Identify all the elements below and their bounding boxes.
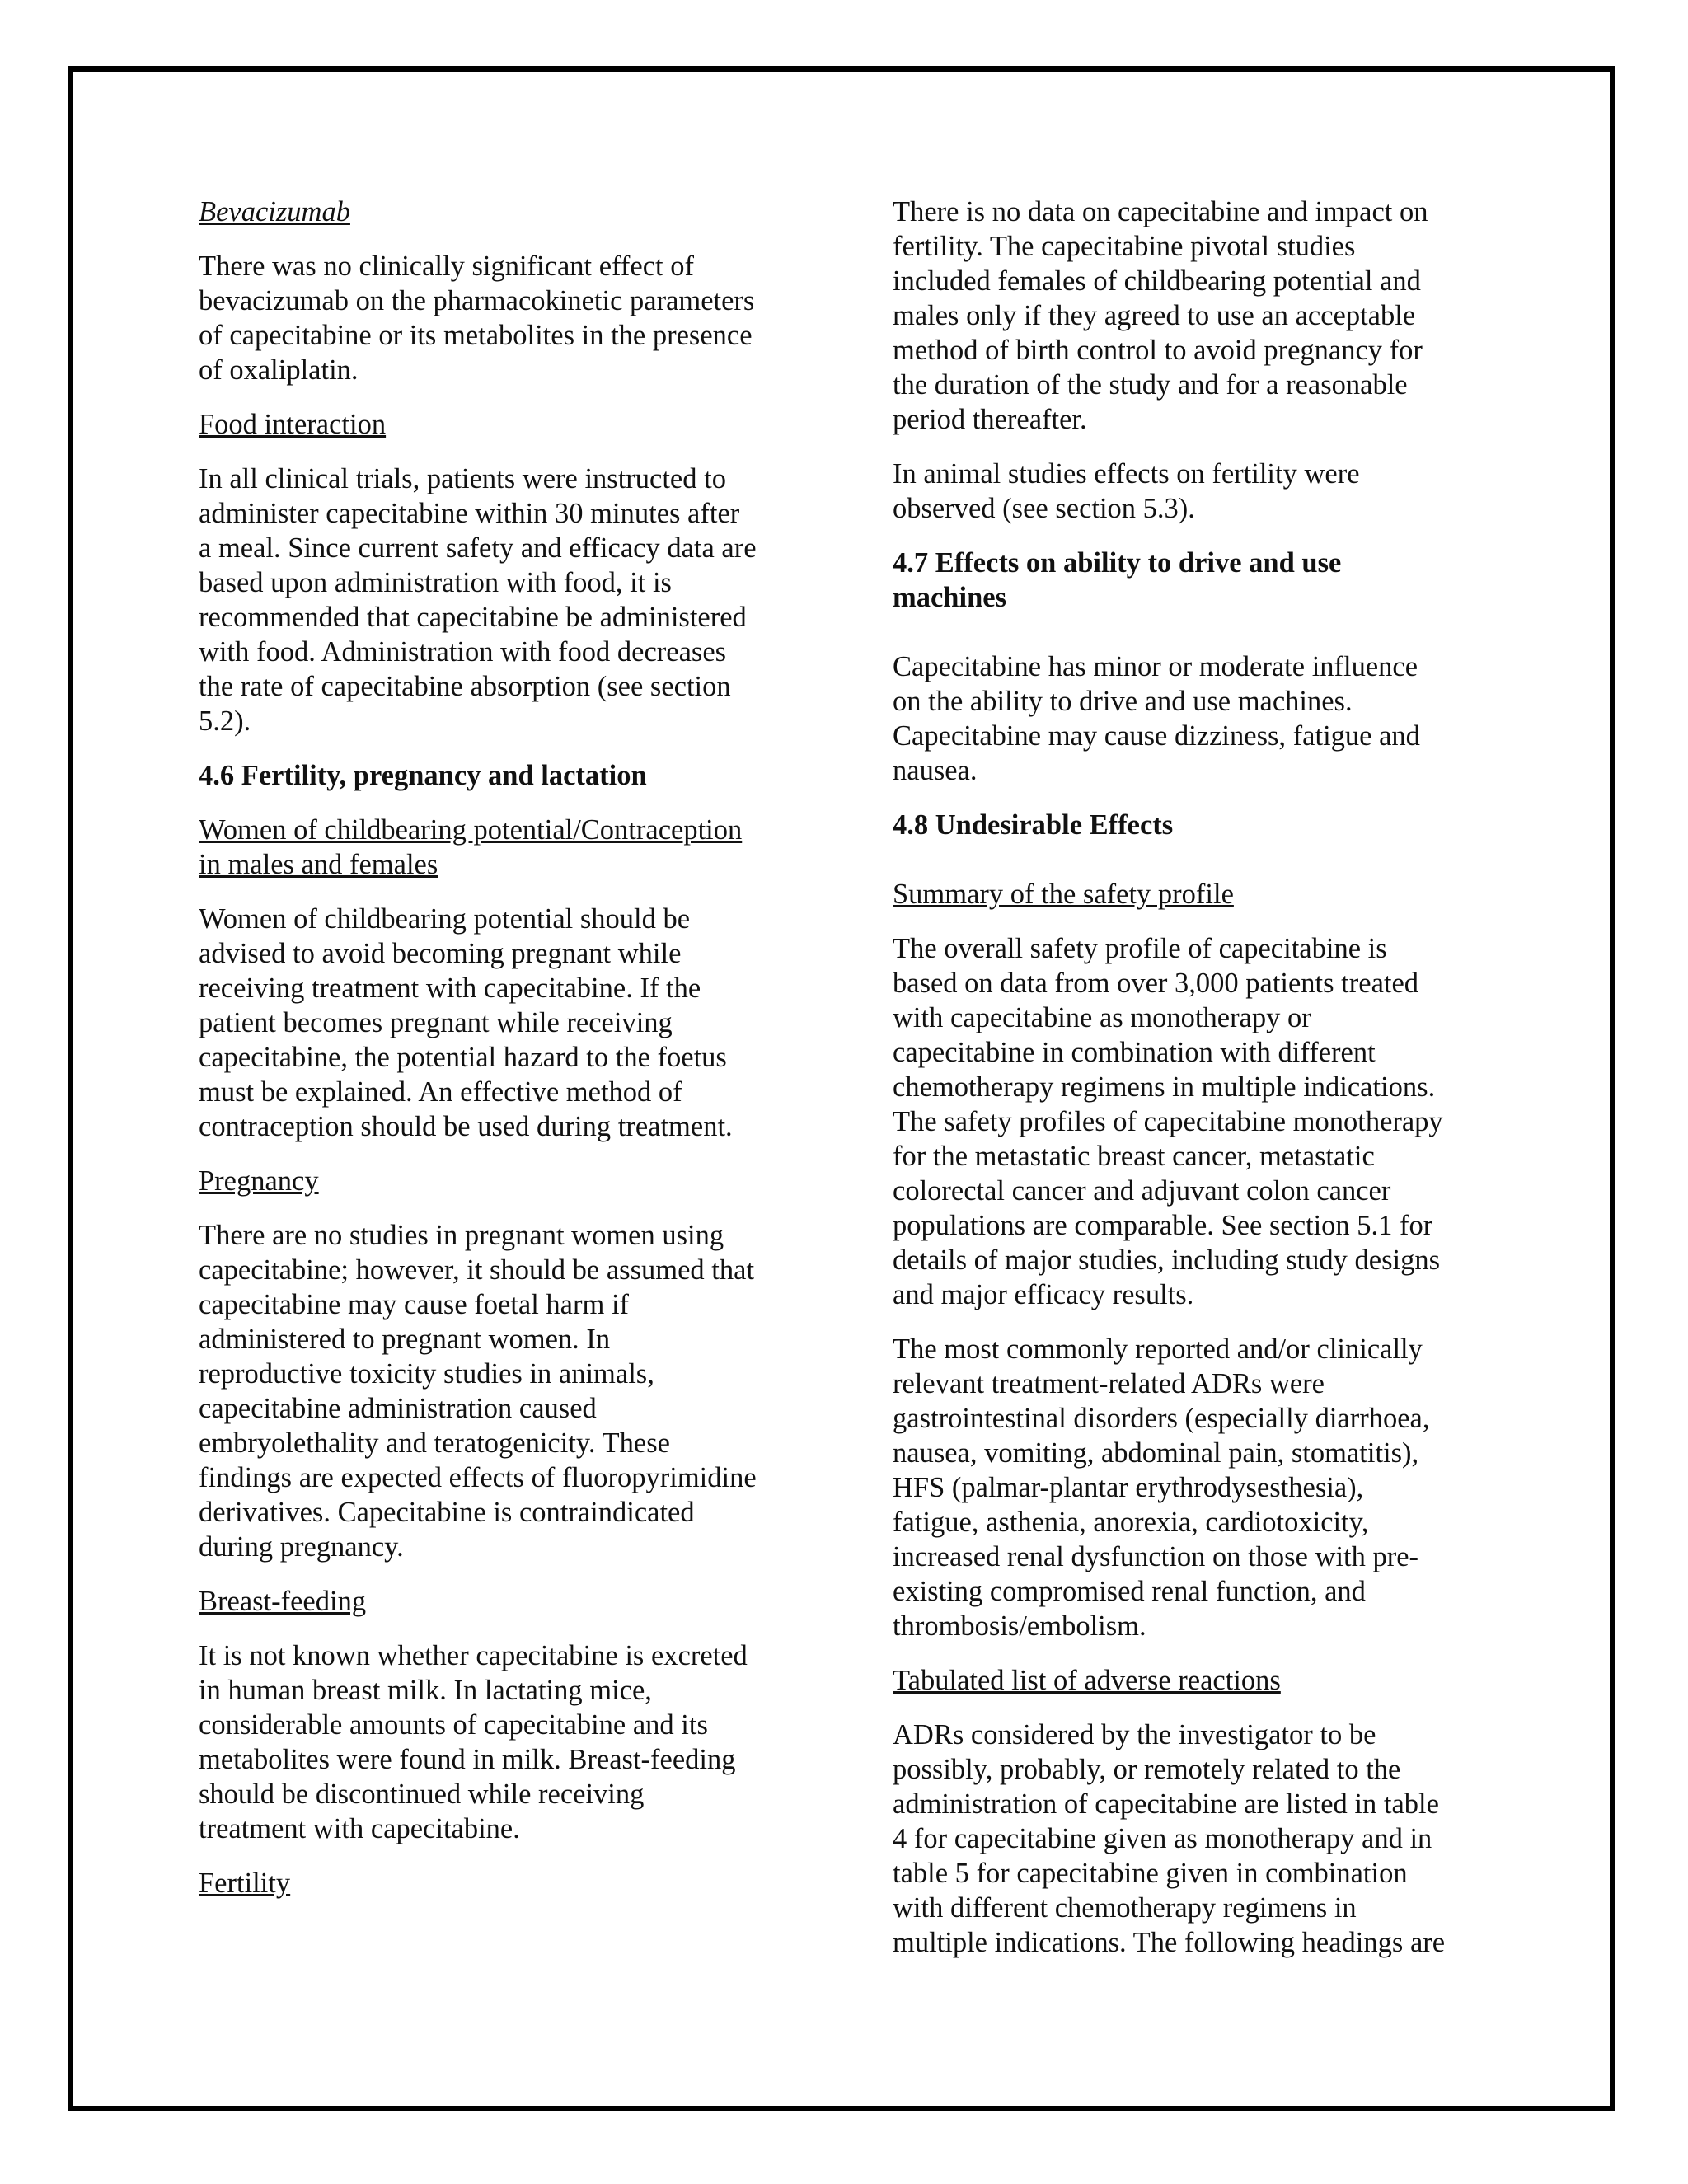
section-heading — [199, 758, 804, 793]
subheading — [199, 1866, 804, 1900]
text-line: Tabulated list of adverse reactions — [893, 1665, 1281, 1696]
section-heading — [893, 808, 1498, 842]
text-line: and major efficacy results. — [893, 1279, 1194, 1310]
text-line: 4.8 Undesirable Effects — [893, 809, 1174, 841]
text-line: considerable amounts of capecitabine and its — [199, 1709, 708, 1741]
text-line: table 5 for capecitabine given in combination — [893, 1858, 1408, 1889]
text-line: nausea, vomiting, abdominal pain, stomatitis), — [893, 1437, 1419, 1469]
text-line: derivatives. Capecitabine is contraindicated — [199, 1497, 695, 1528]
text-line: increased renal dysfunction on those with pre- — [893, 1541, 1419, 1572]
text-line: period thereafter. — [893, 404, 1087, 435]
text-line: in human breast milk. In lactating mice, — [199, 1675, 652, 1706]
text-line: It is not known whether capecitabine is excreted — [199, 1640, 748, 1671]
text-line: Breast-feeding — [199, 1586, 367, 1617]
text-line: administer capecitabine within 30 minutes after — [199, 498, 740, 529]
paragraph — [893, 649, 1498, 788]
text-line: nausea. — [893, 755, 978, 786]
text-line: possibly, probably, or remotely related to the — [893, 1754, 1401, 1785]
subheading — [199, 194, 804, 229]
text-line: relevant treatment-related ADRs were — [893, 1368, 1325, 1399]
text-line: capecitabine, the potential hazard to the foetus — [199, 1042, 727, 1073]
text-line: treatment with capecitabine. — [199, 1813, 520, 1844]
text-line: There are no studies in pregnant women using — [199, 1220, 724, 1251]
text-line: Fertility — [199, 1868, 291, 1899]
text-line: must be explained. An effective method of — [199, 1076, 682, 1108]
text-line: Food interaction — [199, 409, 387, 440]
paragraph — [199, 1218, 804, 1564]
text-line: Summary of the safety profile — [893, 879, 1234, 910]
text-line: machines — [893, 582, 1006, 613]
text-line: details of major studies, including study designs — [893, 1244, 1441, 1276]
text-line: observed (see section 5.3). — [893, 493, 1195, 524]
text-line: Women of childbearing potential/Contraception — [199, 814, 743, 846]
text-line: 4.6 Fertility, pregnancy and lactation — [199, 760, 647, 791]
right-column — [893, 194, 1498, 1980]
text-line: There was no clinically significant effect of — [199, 251, 694, 282]
paragraph — [199, 1638, 804, 1846]
text-line: Bevacizumab — [199, 196, 350, 227]
text-line: Capecitabine has minor or moderate influence — [893, 651, 1418, 682]
text-line: receiving treatment with capecitabine. If the — [199, 972, 701, 1004]
text-line: with different chemotherapy regimens in — [893, 1892, 1357, 1924]
text-line: The safety profiles of capecitabine monotherapy — [893, 1106, 1443, 1137]
text-line: in males and females — [199, 849, 438, 880]
paragraph — [893, 1718, 1498, 1960]
text-line: during pregnancy. — [199, 1531, 404, 1563]
text-line: capecitabine administration caused — [199, 1393, 597, 1424]
subheading — [893, 877, 1498, 912]
text-line: a meal. Since current safety and efficacy data are — [199, 532, 757, 564]
text-line: for the metastatic breast cancer, metastatic — [893, 1141, 1375, 1172]
text-line: with capecitabine as monotherapy or — [893, 1002, 1311, 1033]
text-line: Pregnancy — [199, 1165, 319, 1197]
text-line: Capecitabine may cause dizziness, fatigue and — [893, 720, 1420, 752]
subheading — [199, 1164, 804, 1198]
text-line: reproductive toxicity studies in animals, — [199, 1358, 654, 1390]
paragraph — [893, 457, 1498, 526]
text-line: of capecitabine or its metabolites in the presence — [199, 320, 753, 351]
text-line: contraception should be used during treatment. — [199, 1111, 733, 1142]
text-line: metabolites were found in milk. Breast-feeding — [199, 1744, 736, 1775]
text-line: embryolethality and teratogenicity. These — [199, 1427, 670, 1459]
text-line: The overall safety profile of capecitabine is — [893, 933, 1387, 964]
text-line: capecitabine in combination with different — [893, 1037, 1376, 1068]
text-line: the duration of the study and for a reasonable — [893, 369, 1408, 401]
subheading — [199, 407, 804, 442]
paragraph — [893, 931, 1498, 1312]
text-line: recommended that capecitabine be administered — [199, 602, 747, 633]
section-heading — [893, 546, 1498, 615]
text-line: 4.7 Effects on ability to drive and use — [893, 547, 1342, 579]
text-line: with food. Administration with food decreases — [199, 636, 727, 668]
text-line: based upon administration with food, it is — [199, 567, 672, 598]
text-line: multiple indications. The following headings are — [893, 1927, 1446, 1958]
text-line: In all clinical trials, patients were instructed to — [199, 463, 726, 494]
text-line: 5.2). — [199, 705, 251, 737]
subheading — [893, 1663, 1498, 1698]
paragraph — [893, 1332, 1498, 1643]
text-line: on the ability to drive and use machines. — [893, 686, 1353, 717]
text-line: fatigue, asthenia, anorexia, cardiotoxicity, — [893, 1507, 1369, 1538]
text-line: HFS (palmar-plantar erythrodysesthesia), — [893, 1472, 1364, 1503]
text-line: populations are comparable. See section 5.1 for — [893, 1210, 1433, 1241]
text-line: existing compromised renal function, and — [893, 1576, 1366, 1607]
text-line: chemotherapy regimens in multiple indications. — [893, 1071, 1436, 1103]
text-line: gastrointestinal disorders (especially diarrhoea, — [893, 1403, 1430, 1434]
paragraph — [893, 194, 1498, 437]
text-line: administered to pregnant women. In — [199, 1324, 611, 1355]
paragraph — [199, 462, 804, 738]
text-line: the rate of capecitabine absorption (see section — [199, 671, 731, 702]
text-line: capecitabine may cause foetal harm if — [199, 1289, 630, 1320]
paragraph — [199, 902, 804, 1144]
text-line: included females of childbearing potential and — [893, 265, 1421, 297]
text-line: bevacizumab on the pharmacokinetic parameters — [199, 285, 755, 316]
text-line: In animal studies effects on fertility were — [893, 458, 1360, 490]
text-line: administration of capecitabine are listed in table — [893, 1788, 1439, 1820]
text-line: of oxaliplatin. — [199, 354, 359, 386]
paragraph — [199, 249, 804, 387]
text-line: based on data from over 3,000 patients treated — [893, 968, 1419, 999]
text-line: fertility. The capecitabine pivotal studies — [893, 231, 1356, 262]
subheading — [199, 1584, 804, 1619]
subheading — [199, 813, 804, 882]
text-line: should be discontinued while receiving — [199, 1779, 645, 1810]
text-line: method of birth control to avoid pregnancy for — [893, 335, 1423, 366]
text-line: There is no data on capecitabine and impact on — [893, 196, 1428, 227]
text-line: findings are expected effects of fluoropyrimidine — [199, 1462, 757, 1493]
text-line: The most commonly reported and/or clinically — [893, 1333, 1423, 1365]
text-line: Women of childbearing potential should be — [199, 903, 691, 935]
text-line: 4 for capecitabine given as monotherapy and in — [893, 1823, 1432, 1854]
text-line: ADRs considered by the investigator to be — [893, 1719, 1376, 1750]
left-column — [199, 194, 804, 1920]
text-line: capecitabine; however, it should be assumed that — [199, 1254, 755, 1286]
text-line: advised to avoid becoming pregnant while — [199, 938, 682, 969]
text-line: thrombosis/embolism. — [893, 1610, 1146, 1642]
text-line: males only if they agreed to use an acceptable — [893, 300, 1416, 331]
text-line: patient becomes pregnant while receiving — [199, 1007, 673, 1038]
text-line: colorectal cancer and adjuvant colon cancer — [893, 1175, 1391, 1207]
